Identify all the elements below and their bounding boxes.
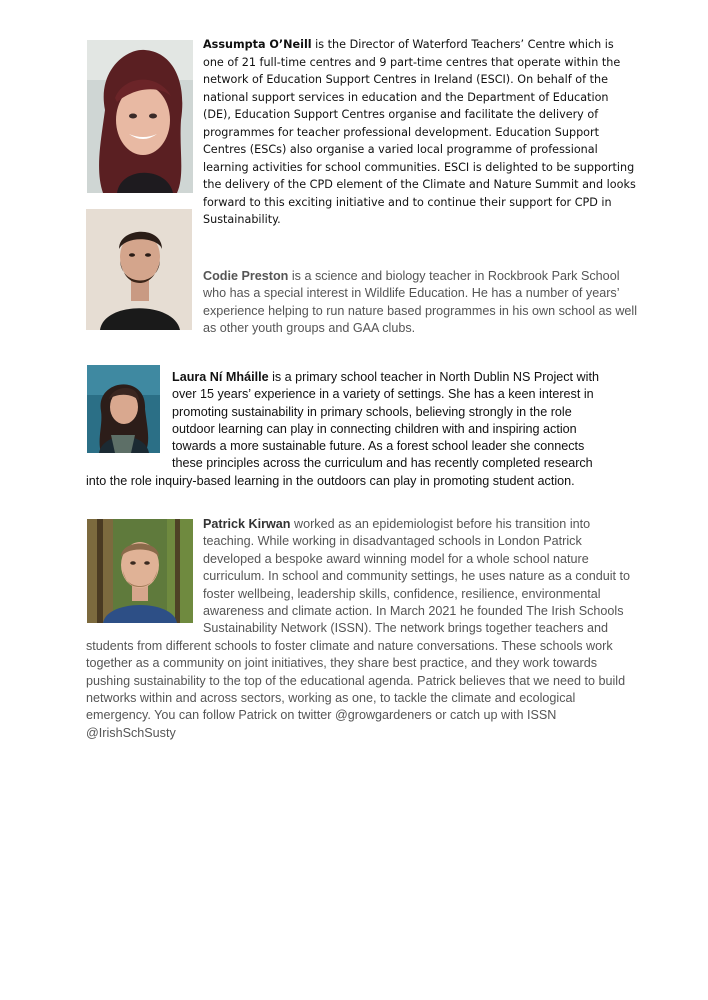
bio-line-7: into the role inquiry-based learning in the outdoors can play in promoting student action. [86, 473, 575, 488]
bio-laura-ni-mhaille [86, 369, 646, 490]
text-laura-line-1: is a primary school teacher in North Dublin NS Project with [268, 370, 599, 384]
bio-patrick-kirwan [86, 516, 642, 742]
bio-line-1 [172, 369, 646, 386]
bio-line-3: promoting sustainability in primary schools, believing strongly in the role [172, 404, 572, 419]
bio-line-4: outdoor learning can play in connecting children with and inspiring action [172, 421, 577, 436]
bio-line-5: towards a more sustainable future. As a forest school leader she connects [172, 439, 585, 454]
bio-assumpta-oneill [203, 36, 638, 229]
bio-line-6: these principles across the curriculum and has recently completed research [172, 456, 593, 471]
bio-line-2: over 15 years’ experience in a variety of settings. She has a keen interest in [172, 387, 594, 402]
name-patrick-kirwan: Patrick Kirwan [203, 517, 291, 531]
portrait-codie-preston [86, 209, 192, 330]
text-patrick-kirwan: worked as an epidemiologist before his transition into teaching. While working in disadvantaged schools in London Patrick developed a bespoke award winning model for a whole school nature curriculum. In school and community settings, he uses nature as a conduit to foster wellbeing, leadership skills, confidence, resilience, environmental awareness and climate action. In March 2021 he founded The Irish Schools Sustainability Network (ISSN). The network brings together teachers and students from different schools to foster climate and nature conversations. These schools work together as a community on joint initiatives, they share best practice, and they work towards pushing sustainability to the top of the educational agenda. Patrick believes that we need to build networks within and across sectors, working as one, to tackle the climate and ecological emergency. You can follow Patrick on twitter @growgardeners or catch up with ISSN @IrishSchSusty [86, 517, 631, 740]
name-codie-preston: Codie Preston [203, 269, 289, 283]
text-assumpta-oneill: is the Director of Waterford Teachers’ Centre which is one of 21 full-time centres and 9 part-time centres that operate within the network of Education Support Centres in Ireland (ESCI). On behalf of the national support services in education and the Department of Education (DE), Education Support Centres organise and facilitate the delivery of programmes for teacher professional development. Education Support Centres (ESCs) also organise a varied local programme of professional learning activities for school communities. ESCI is delighted to be supporting the delivery of the CPD element of the Climate and Nature Summit and looks forward to this exciting initiative and to continue their support for CPD in Sustainability. [203, 38, 636, 226]
bio-codie-preston [203, 268, 643, 338]
photo-wrap-spacer [86, 516, 203, 636]
name-assumpta-oneill: Assumpta O’Neill [203, 38, 312, 51]
portrait-assumpta-oneill [87, 40, 193, 193]
text-codie-preston: is a science and biology teacher in Rockbrook Park School who has a special interest in Wildlife Education. He has a number of years’ experience helping to run nature based programmes in his own school as well as other youth groups and GAA clubs. [203, 269, 638, 336]
name-laura-ni-mhaille: Laura Ní Mháille [172, 370, 269, 384]
